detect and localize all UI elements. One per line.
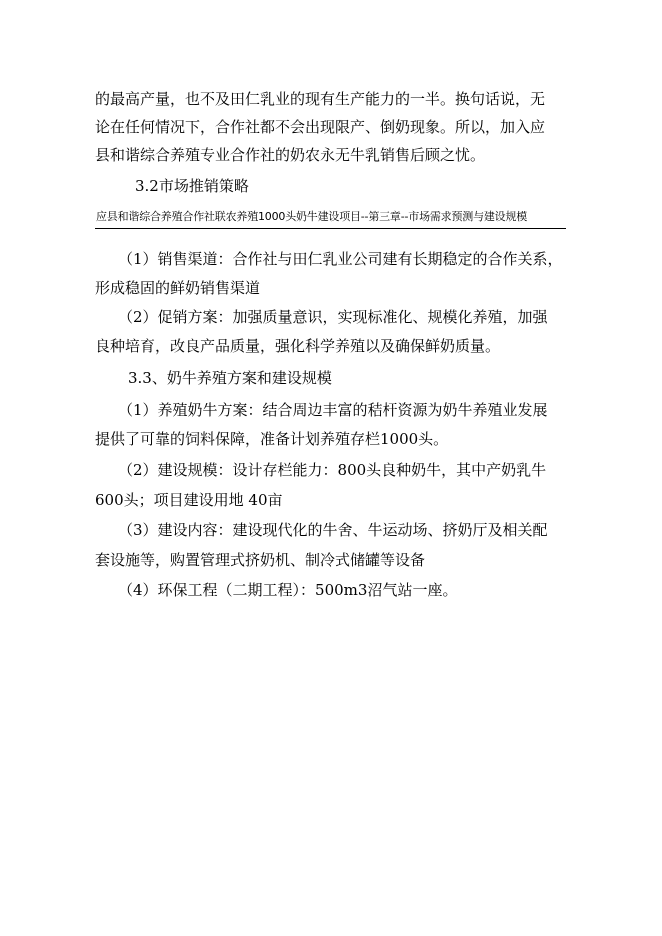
construction-content-line-1: （3）建设内容：建设现代化的牛舍、牛运动场、挤奶厅及相关配 (118, 521, 548, 539)
construction-scale-line-2: 600头；项目建设用地 40亩 (95, 491, 283, 509)
environmental-project-line: （4）环保工程（二期工程）：500m3沼气站一座。 (118, 581, 458, 599)
construction-content-line-2: 套设施等，购置管理式挤奶机、制冷式储罐等设备 (95, 551, 426, 569)
section-heading-3-3: 3.3、奶牛养殖方案和建设规模 (128, 369, 332, 387)
sales-channel-line-1: （1）销售渠道：合作社与田仁乳业公司建有长期稳定的合作关系， (118, 250, 563, 268)
promotion-line-2: 良种培育，改良产品质量，强化科学养殖以及确保鲜奶质量。 (95, 337, 501, 355)
running-header: 应县和谐综合养殖合作社联农养殖1000头奶牛建设项目--第三章--市场需求预测与建设规模 (96, 210, 528, 223)
header-rule (95, 228, 566, 229)
construction-scale-line-1: （2）建设规模：设计存栏能力：800头良种奶牛，其中产奶乳牛 (118, 461, 547, 479)
breeding-plan-line-2: 提供了可靠的饲料保障，准备计划养殖存栏1000头。 (95, 430, 449, 448)
section-heading-3-2: 3.2市场推销策略 (135, 177, 249, 195)
intro-line-3: 县和谐综合养殖专业合作社的奶农永无牛乳销售后顾之忧。 (95, 146, 486, 164)
intro-line-2: 论在任何情况下，合作社都不会出现限产、倒奶现象。所以，加入应 (95, 118, 546, 136)
intro-line-1: 的最高产量，也不及田仁乳业的现有生产能力的一半。换句话说，无 (95, 90, 546, 108)
promotion-line-1: （2）促销方案：加强质量意识，实现标准化、规模化养殖，加强 (118, 308, 548, 326)
sales-channel-line-2: 形成稳固的鲜奶销售渠道 (95, 279, 261, 297)
breeding-plan-line-1: （1）养殖奶牛方案：结合周边丰富的秸杆资源为奶牛养殖业发展 (118, 401, 548, 419)
